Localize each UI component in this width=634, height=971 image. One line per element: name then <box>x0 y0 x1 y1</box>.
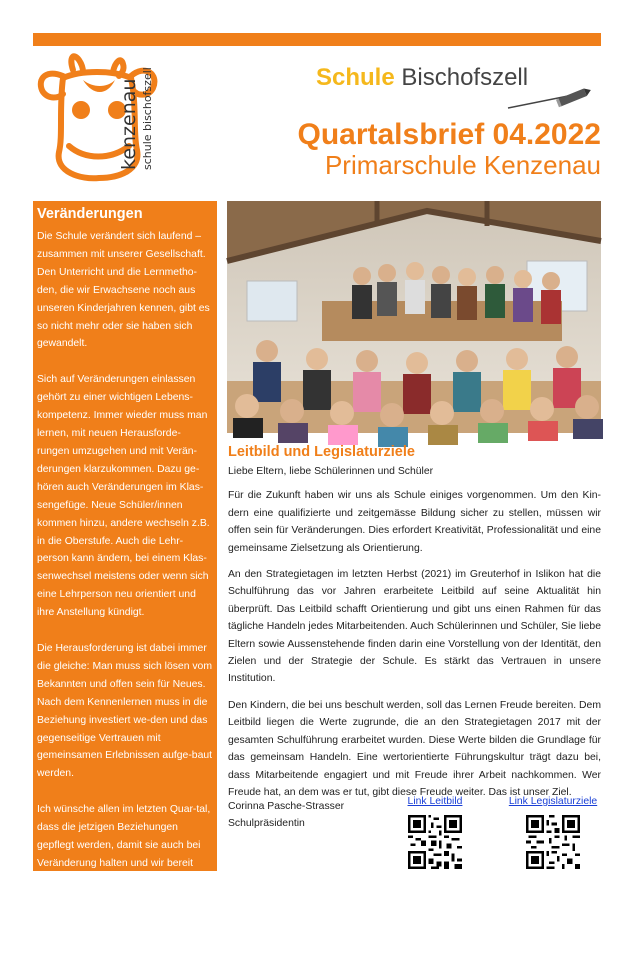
article-heading: Leitbild und Legislaturziele <box>228 444 415 460</box>
link-leitbild[interactable]: Link Leitbild <box>407 796 463 807</box>
author-name: Corinna Pasche-Strasser <box>228 801 345 812</box>
sidebar-paragraph: Die Schule verändert sich laufend – zusammen mit unserer Gesellschaft. Den Unterricht und die Lernmetho-den, die wir Erwachsene noch aus unseren Kinderjahren kennen, gibt es so nicht mehr oder sie haben sich gewandelt. <box>37 231 210 350</box>
leitbild-link-block <box>400 795 470 869</box>
qr-code-icon <box>526 815 580 869</box>
author-role: Schulpräsidentin <box>228 818 305 830</box>
top-accent-bar <box>33 33 601 46</box>
sidebar-heading: Veränderungen <box>37 206 143 222</box>
main-article <box>228 443 601 810</box>
logo-name: kenzenau <box>118 78 140 170</box>
sidebar-closing: Herzlichst <box>37 911 83 923</box>
brand-regular: Bischofszell <box>401 64 529 91</box>
brand-bold: Schule <box>316 64 395 91</box>
article-paragraph: Den Kindern, die bei uns beschult werden, soll das Lernen Freude bereiten. Dem Leitbild liegen die Werte zugrunde, die an den Strategietagen 2017 mit der gesamten Schulführung erarbeitet wurden. Diese Werte bilden die Grundlage für das gemeinsam Handeln. Eine wertorientierte Führungskultur trägt dazu bei, dass Mitarbeitende engagiert und mit Freude ihrer Arbeit nachkommen. Wer Freude hat, an dem was er tut, gibt diese Freude weiter. Das ist unser Ziel. <box>228 699 601 798</box>
page-title: Quartalsbrief 04.2022 <box>297 118 601 151</box>
sidebar-paragraph: Die Herausforderung ist dabei immer die gleiche: Man muss sich lösen vom Bekannten und offen sein für Neues. Nach dem Kennenlernen muss in die Beziehung investiert we-den und das gegenseitige Vertrauen mit gemeinsamen Erlebnissen aufge-baut werden. <box>37 643 213 780</box>
sidebar-signer: Michael Knechtle, Schulleiter <box>37 955 171 967</box>
qr-code-icon <box>408 815 462 869</box>
article-paragraph: An den Strategietagen im letzten Herbst (2021) im Greuterhof in Islikon hat die Schulführung das vor Jahren erarbeitete Leitbild auf seine Aktualität hin überprüft. Das Leitbild schafft Orientierung und gibt uns einen Rahmen für das tägliche Handeln jedes Mitarbeitenden. Auch Schülerinnen und Schüler, Sie liebe Eltern sowie Aussenstehende finden darin eine Vorstellung von der Identität, den Zielen und der Strategie der Schule. Es stärkt das Vertrauen in unsere Institution. <box>228 569 601 685</box>
logo-wordmark <box>118 52 162 170</box>
article-salutation: Liebe Eltern, liebe Schülerinnen und Schüler <box>228 466 434 477</box>
article-paragraph: Für die Zukunft haben wir uns als Schule einiges vorgenommen. Um den Kin-dern eine qualifizierte und zeitgemässe Bildung sicher zu stellen, müssen wir offen sein für Veränderungen. Dies erfordert Kreativität, Professionalität und eine gemeinsame Zielsetzung als Orientierung. <box>228 490 601 554</box>
page-subtitle: Primarschule Kenzenau <box>324 150 601 180</box>
pencil-icon <box>506 86 592 110</box>
sidebar-paragraph: Ich wünsche allen im letzten Quar-tal, dass die jetzigen Beziehungen gepflegt werden, damit sie auch bei Veränderung halten und wir bereit sind für Neues. <box>37 804 211 887</box>
classroom-photo <box>227 201 601 433</box>
sidebar-panel <box>33 201 217 967</box>
brand-name <box>316 64 528 92</box>
logo-tagline: schule bischofszell <box>141 67 154 170</box>
sidebar-paragraph: Sich auf Veränderungen einlassen gehört zu einer wichtigen Lebens-kompetenz. Immer wieder muss man lernen, mit neuen Herausforde-rungen umzugehen und mit Verän-derungen klarzukommen. Dazu ge-hören auch Veränderungen im Klas-sengefüge. Neue Schüler/innen kommen hinzu, andere wechseln z.B. in die Oberstufe. Auch die Lehr-person kann ändern, bei einem Klas-senwechsel meistens oder wenn sich eine Lehrperson neu orientiert und ihre Anstellung kündigt. <box>37 374 210 619</box>
link-legislaturziele[interactable]: Link Legislaturziele <box>508 796 598 807</box>
author-block <box>228 798 344 833</box>
legislaturziele-link-block <box>505 795 601 869</box>
